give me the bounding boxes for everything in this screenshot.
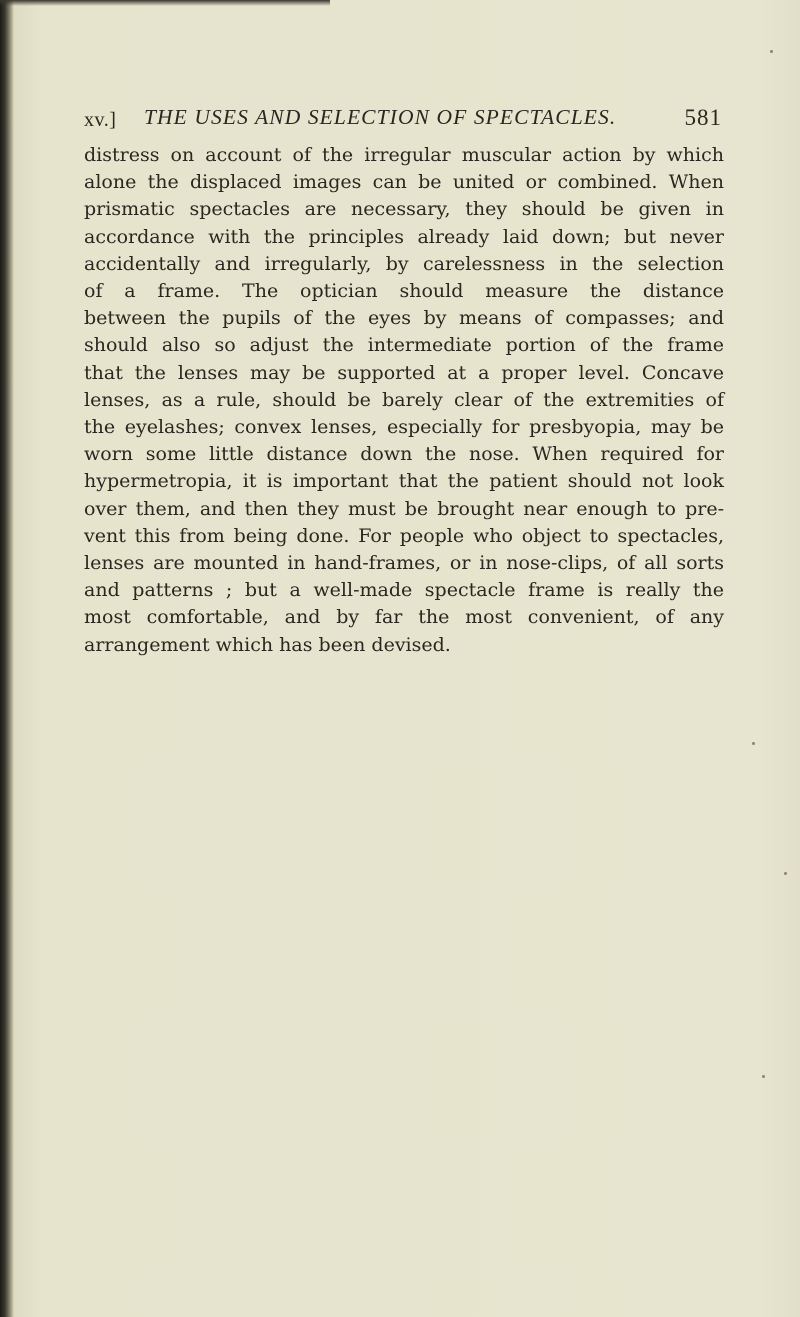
page-number: 581 bbox=[684, 105, 722, 130]
paper-speck bbox=[770, 50, 773, 53]
text-line: over them, and then they must be brought near enough to pre- bbox=[84, 497, 724, 520]
body-paragraph bbox=[84, 142, 724, 659]
page-binding-edge bbox=[0, 0, 14, 1317]
text-line: vent this from being done. For people who object to spectacles, bbox=[84, 524, 724, 547]
running-title: THE USES AND SELECTION OF SPECTACLES. bbox=[144, 105, 617, 129]
text-line: arrangement which has been devised. bbox=[84, 633, 451, 656]
text-line: the eyelashes; convex lenses, especially for presbyopia, may be bbox=[84, 416, 724, 439]
text-line: between the pupils of the eyes by means of compasses; and bbox=[84, 307, 724, 330]
paper-speck bbox=[784, 872, 787, 875]
chapter-number: xv.] bbox=[84, 109, 117, 131]
text-line: should also so adjust the intermediate portion of the frame bbox=[84, 334, 724, 357]
paper-speck bbox=[762, 1075, 765, 1078]
text-line: prismatic spectacles are necessary, they should be given in bbox=[84, 198, 724, 221]
text-line: distress on account of the irregular muscular action by which bbox=[84, 144, 724, 166]
text-line: accordance with the principles already laid down; but never bbox=[84, 225, 724, 248]
text-line: and patterns ; but a well-made spectacle frame is really the bbox=[84, 579, 724, 602]
text-line: hypermetropia, it is important that the patient should not look bbox=[84, 470, 724, 493]
text-line: lenses, as a rule, should be barely clear of the extremities of bbox=[84, 388, 724, 411]
page-top-edge-shadow bbox=[0, 0, 330, 6]
running-header bbox=[84, 103, 722, 135]
text-line: worn some little distance down the nose. When required for bbox=[84, 443, 724, 466]
text-line: accidentally and irregularly, by carelessness in the selection bbox=[84, 252, 724, 275]
text-line: that the lenses may be supported at a proper level. Concave bbox=[84, 361, 724, 384]
text-line: alone the displaced images can be united or combined. When bbox=[84, 171, 724, 194]
text-line: most comfortable, and by far the most convenient, of any bbox=[84, 606, 724, 629]
text-line: of a frame. The optician should measure the distance bbox=[84, 280, 724, 303]
paper-speck bbox=[752, 742, 755, 745]
text-line: lenses are mounted in hand-frames, or in nose-clips, of all sorts bbox=[84, 552, 724, 575]
